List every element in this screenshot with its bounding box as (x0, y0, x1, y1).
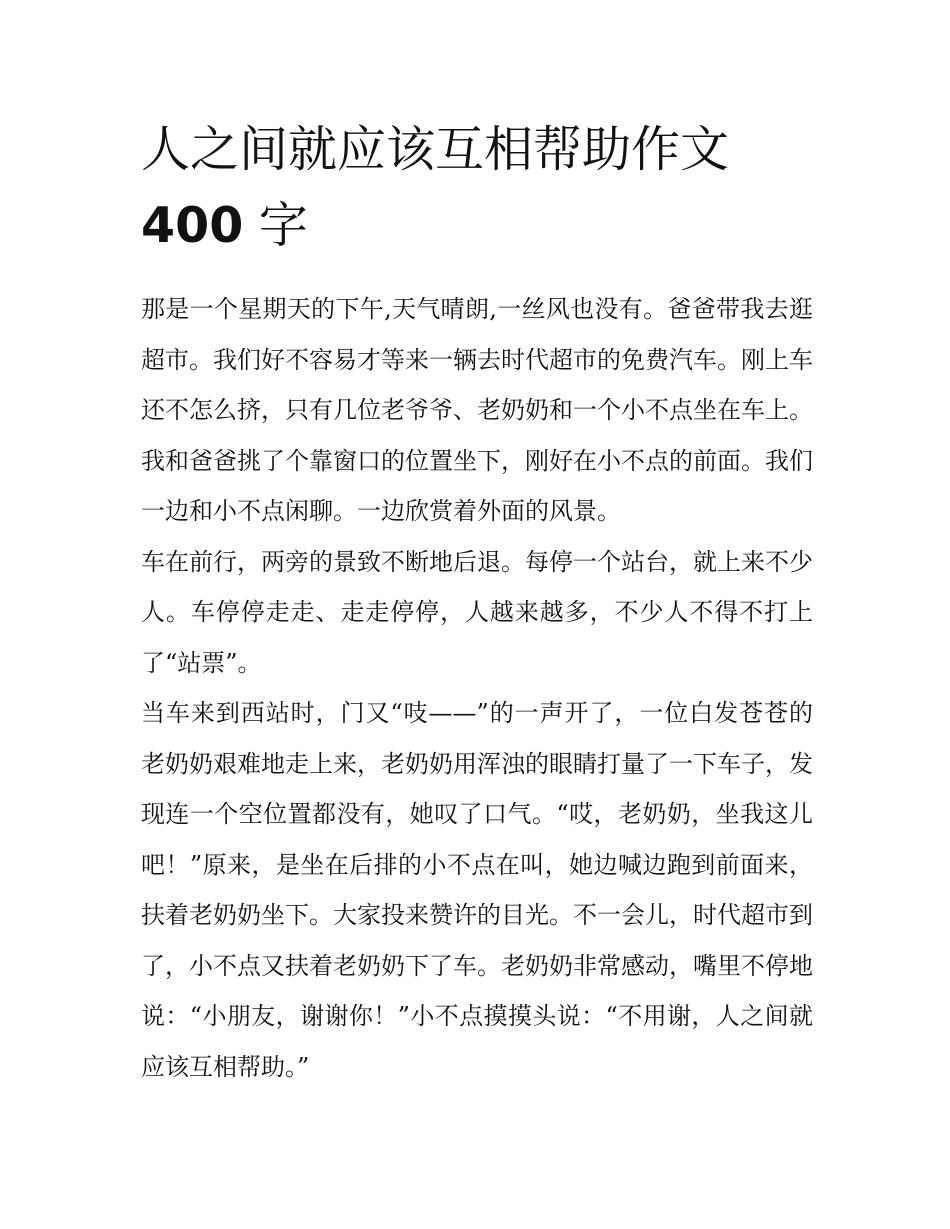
document-body (141, 284, 813, 1092)
title-main-text: 人之间就应该互相帮助作文 (141, 121, 730, 178)
title-unit: 字 (243, 197, 308, 254)
paragraph-3: 当车来到西站时，门又“吱——”的一声开了，一位白发苍苍的老奶奶艰难地走上来，老奶奶用浑浊的眼睛打量了一下车子，发现连一个空位置都没有，她叹了口气。“哎，老奶奶，坐我这儿吧！”原来，是坐在后排的小不点在叫，她边喊边跑到前面来，扶着老奶奶坐下。大家投来赞许的目光。不一会儿，时代超市到了，小不点又扶着老奶奶下了车。老奶奶非常感动，嘴里不停地说：“小朋友，谢谢你！”小不点摸摸头说：“不用谢，人之间就应该互相帮助。” (141, 699, 813, 1081)
paragraph-1: 那是一个星期天的下午,天气晴朗,一丝风也没有。爸爸带我去逛超市。我们好不容易才等来一辆去时代超市的免费汽车。刚上车还不怎么挤，只有几位老爷爷、老奶奶和一个小不点坐在车上。我和爸爸挑了个靠窗口的位置坐下，刚好在小不点的前面。我们一边和小不点闲聊。一边欣赏着外面的风景。 (141, 295, 813, 525)
document-page (141, 112, 813, 1092)
document-title (141, 112, 813, 264)
paragraph-2: 车在前行，两旁的景致不断地后退。每停一个站台，就上来不少人。车停停走走、走走停停，人越来越多，不少人不得不打上了“站票”。 (141, 547, 813, 677)
title-number: 400 (141, 197, 244, 254)
